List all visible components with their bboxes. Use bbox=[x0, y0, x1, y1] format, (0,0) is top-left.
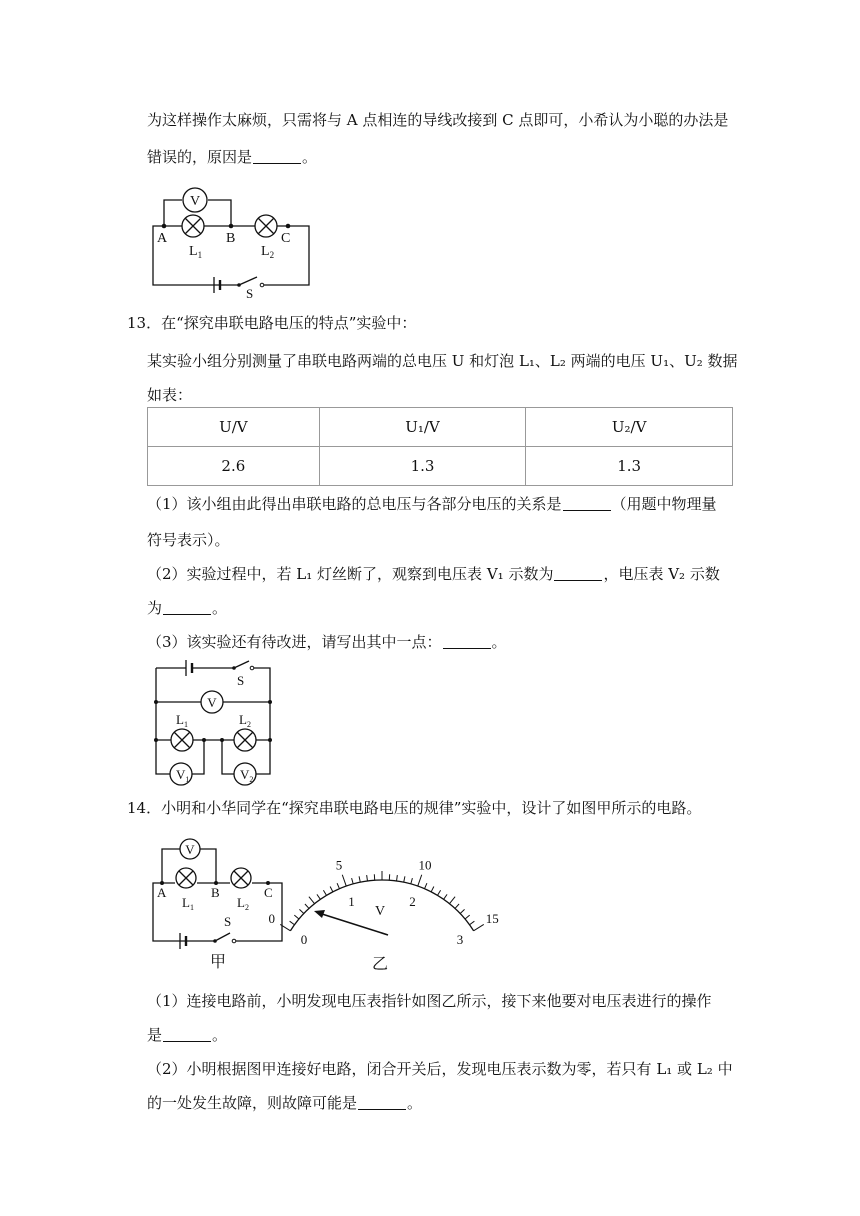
point-a-label: A bbox=[157, 885, 167, 900]
switch-label: S bbox=[237, 673, 245, 688]
table-row bbox=[148, 447, 733, 486]
table-cell: 2.6 bbox=[148, 447, 320, 486]
lamp-l2-icon bbox=[255, 215, 277, 237]
q13-part2-line1 bbox=[147, 564, 720, 584]
figure-a-caption: 甲 bbox=[210, 954, 227, 971]
lamp-l1-icon bbox=[182, 215, 204, 237]
dial-tick bbox=[342, 875, 346, 886]
dial-tick bbox=[418, 875, 422, 886]
table-cell: 1.3 bbox=[526, 447, 733, 486]
junction-dot bbox=[154, 738, 158, 742]
inner-scale-label: 1 bbox=[348, 894, 355, 910]
battery-icon bbox=[186, 660, 192, 676]
q13-heading: 13．在“探究串联电路电压的特点”实验中： bbox=[127, 314, 417, 332]
q14-part2-line2 bbox=[147, 1093, 422, 1113]
answer-blank bbox=[443, 634, 491, 649]
dial-tick bbox=[294, 915, 299, 919]
outer-scale-label: 5 bbox=[335, 857, 343, 873]
inner-scale-label: 3 bbox=[456, 932, 464, 948]
point-a-label: A bbox=[157, 231, 168, 246]
switch-icon bbox=[213, 933, 236, 943]
dial-tick bbox=[449, 897, 455, 904]
inner-scale-label: 0 bbox=[300, 932, 308, 948]
q14-part2-line2-post: 。 bbox=[407, 1094, 423, 1112]
q13-part2-pre: （2）实验过程中，若 L₁ 灯丝断了，观察到电压表 V₁ 示数为 bbox=[147, 565, 554, 583]
table-header-row bbox=[148, 408, 733, 447]
dial-tick bbox=[317, 894, 320, 899]
lamp-l2-icon bbox=[234, 729, 256, 751]
dial-tick bbox=[411, 878, 413, 884]
voltmeter-v1-label: $V_1$ bbox=[176, 767, 190, 784]
junction-dot bbox=[220, 738, 224, 742]
q13-part2-line2 bbox=[147, 598, 227, 618]
q13-part3 bbox=[147, 632, 507, 652]
point-c-label: C bbox=[281, 231, 291, 246]
lamp-l2-label: $L_2$ bbox=[237, 895, 249, 912]
dial-tick bbox=[438, 890, 441, 895]
outer-scale-label: 15 bbox=[485, 911, 499, 927]
q12-line2-post: 。 bbox=[302, 148, 318, 166]
answer-blank bbox=[253, 149, 301, 164]
q13-part1-line1 bbox=[147, 494, 717, 514]
dial-tick bbox=[460, 909, 464, 913]
junction-dot bbox=[202, 738, 206, 742]
voltmeter-label: V bbox=[207, 695, 217, 710]
node-c bbox=[286, 224, 291, 229]
dial-tick bbox=[309, 897, 315, 904]
q14-part1-line2 bbox=[147, 1025, 227, 1045]
q14-part1-line2-post: 。 bbox=[212, 1026, 228, 1044]
q12-line2-pre: 错误的，原因是 bbox=[147, 148, 253, 166]
point-b-label: B bbox=[211, 885, 220, 900]
answer-blank bbox=[163, 600, 211, 615]
point-b-label: B bbox=[226, 231, 236, 246]
q13-circuit-diagram bbox=[148, 660, 278, 790]
q13-part3-pre: （3）该实验还有待改进，请写出其中一点： bbox=[147, 633, 442, 651]
dial-tick bbox=[352, 878, 354, 884]
lamp-l1-label: $L_1$ bbox=[176, 712, 188, 729]
switch-label: S bbox=[246, 286, 254, 301]
q14-part1-line1: （1）连接电路前，小明发现电压表指针如图乙所示，接下来他要对电压表进行的操作 bbox=[147, 992, 712, 1010]
q14-part2-line1: （2）小明根据图甲连接好电路，闭合开关后，发现电压表示数为零，若只有 L₁ 或 L₂ 中 bbox=[147, 1060, 733, 1078]
q13-part3-post: 。 bbox=[491, 633, 507, 651]
table-header-cell: U₁/V bbox=[319, 408, 526, 447]
q13-part1-pre: （1）该小组由此得出串联电路的总电压与各部分电压的关系是 bbox=[147, 495, 562, 513]
q13-part2-line2-post: 。 bbox=[212, 599, 228, 617]
dial-unit-label: V bbox=[374, 904, 386, 919]
lamp-l1-icon bbox=[176, 868, 196, 888]
node-a bbox=[162, 224, 167, 229]
dial-tick bbox=[337, 883, 339, 889]
dial-tick bbox=[305, 904, 309, 908]
lamp-l1-label: $L_1$ bbox=[182, 895, 194, 912]
junction-dot bbox=[268, 700, 272, 704]
dial-tick bbox=[404, 876, 405, 882]
dial-tick bbox=[290, 921, 295, 925]
dial-tick bbox=[470, 921, 475, 925]
answer-blank bbox=[358, 1095, 406, 1110]
junction-dot bbox=[268, 738, 272, 742]
lamp-l1-icon bbox=[171, 729, 193, 751]
q12-text-line2 bbox=[147, 147, 317, 167]
switch-icon bbox=[232, 661, 254, 670]
switch-label: S bbox=[224, 914, 232, 929]
voltmeter-label: V bbox=[189, 194, 201, 209]
q14-part2-line2-pre: 的一处发生故障，则故障可能是 bbox=[147, 1094, 358, 1112]
answer-blank bbox=[554, 566, 602, 581]
voltage-table bbox=[147, 407, 733, 486]
point-c-label: C bbox=[264, 885, 273, 900]
q14-part1-line2-pre: 是 bbox=[147, 1026, 163, 1044]
dial-tick bbox=[367, 875, 368, 881]
dial-tick bbox=[299, 909, 303, 913]
outer-scale-label: 10 bbox=[418, 857, 432, 873]
q13-part1-post: （用题中物理量 bbox=[611, 495, 717, 513]
node-b bbox=[229, 224, 234, 229]
dial-tick bbox=[425, 883, 427, 889]
table-header-cell: U/V bbox=[148, 408, 320, 447]
q14-heading: 14．小明和小华同学在“探究串联电路电压的规律”实验中，设计了如图甲所示的电路。 bbox=[127, 799, 702, 817]
q13-part2-line2-pre: 为 bbox=[147, 599, 163, 617]
dial-tick bbox=[330, 886, 333, 891]
junction-dot bbox=[154, 700, 158, 704]
q13-part2-mid: ，电压表 V₂ 示数 bbox=[603, 565, 720, 583]
q14-voltmeter-dial bbox=[268, 838, 499, 973]
table-header-cell: U₂/V bbox=[526, 408, 733, 447]
table-cell: 1.3 bbox=[319, 447, 526, 486]
dial-tick bbox=[465, 915, 470, 919]
dial-tick bbox=[323, 890, 326, 895]
lamp-l2-icon bbox=[231, 868, 251, 888]
answer-blank bbox=[163, 1027, 211, 1042]
inner-scale-label: 2 bbox=[409, 894, 416, 910]
q12-text-line1: 为这样操作太麻烦，只需将与 A 点相连的导线改接到 C 点即可，小希认为小聪的办法是 bbox=[147, 111, 729, 129]
q13-intro-line2: 如表： bbox=[147, 386, 193, 404]
q12-circuit-diagram bbox=[145, 180, 325, 301]
dial-tick bbox=[444, 894, 447, 899]
q13-part1-line2: 符号表示）。 bbox=[147, 531, 230, 549]
figure-b-caption: 乙 bbox=[371, 956, 389, 973]
dial-tick bbox=[397, 875, 398, 881]
q14-circuit-diagram-a bbox=[148, 835, 288, 970]
dial-tick bbox=[431, 886, 434, 891]
q13-intro-line1: 某实验小组分别测量了串联电路两端的总电压 U 和灯泡 L₁、L₂ 两端的电压 U₁、U₂ 数据 bbox=[147, 352, 738, 370]
lamp-l1-label: $L_1$ bbox=[189, 244, 203, 260]
outer-scale-label: 0 bbox=[268, 911, 276, 927]
dial-tick bbox=[474, 924, 484, 930]
lamp-l2-label: $L_2$ bbox=[261, 244, 275, 260]
dial-tick bbox=[359, 876, 360, 882]
voltmeter-v2-label: $V_2$ bbox=[240, 767, 254, 784]
dial-tick bbox=[455, 904, 459, 908]
answer-blank bbox=[563, 496, 611, 511]
lamp-l2-label: $L_2$ bbox=[239, 712, 251, 729]
voltmeter-label: V bbox=[185, 842, 195, 857]
